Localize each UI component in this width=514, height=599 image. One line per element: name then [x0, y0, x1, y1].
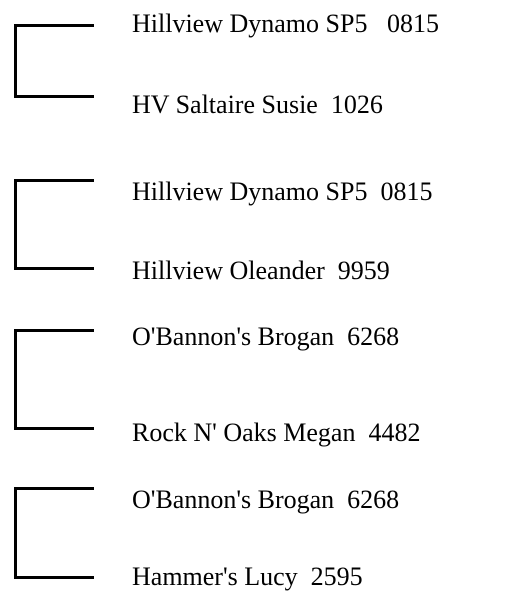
- pair-bracket: [14, 329, 94, 430]
- sire-name: Hillview Dynamo SP5 0815: [132, 177, 433, 206]
- dam-name: Hammer's Lucy 2595: [132, 562, 363, 591]
- sire-name: O'Bannon's Brogan 6268: [132, 322, 400, 351]
- dam-name: HV Saltaire Susie 1026: [132, 90, 383, 119]
- sire-name: O'Bannon's Brogan 6268: [132, 485, 400, 514]
- pair-bracket: [14, 24, 94, 98]
- sire-name: Hillview Dynamo SP5 0815: [132, 9, 439, 38]
- pair-bracket: [14, 487, 94, 579]
- dam-name: Hillview Oleander 9959: [132, 256, 390, 285]
- pair-bracket: [14, 179, 94, 270]
- dam-name: Rock N' Oaks Megan 4482: [132, 418, 421, 447]
